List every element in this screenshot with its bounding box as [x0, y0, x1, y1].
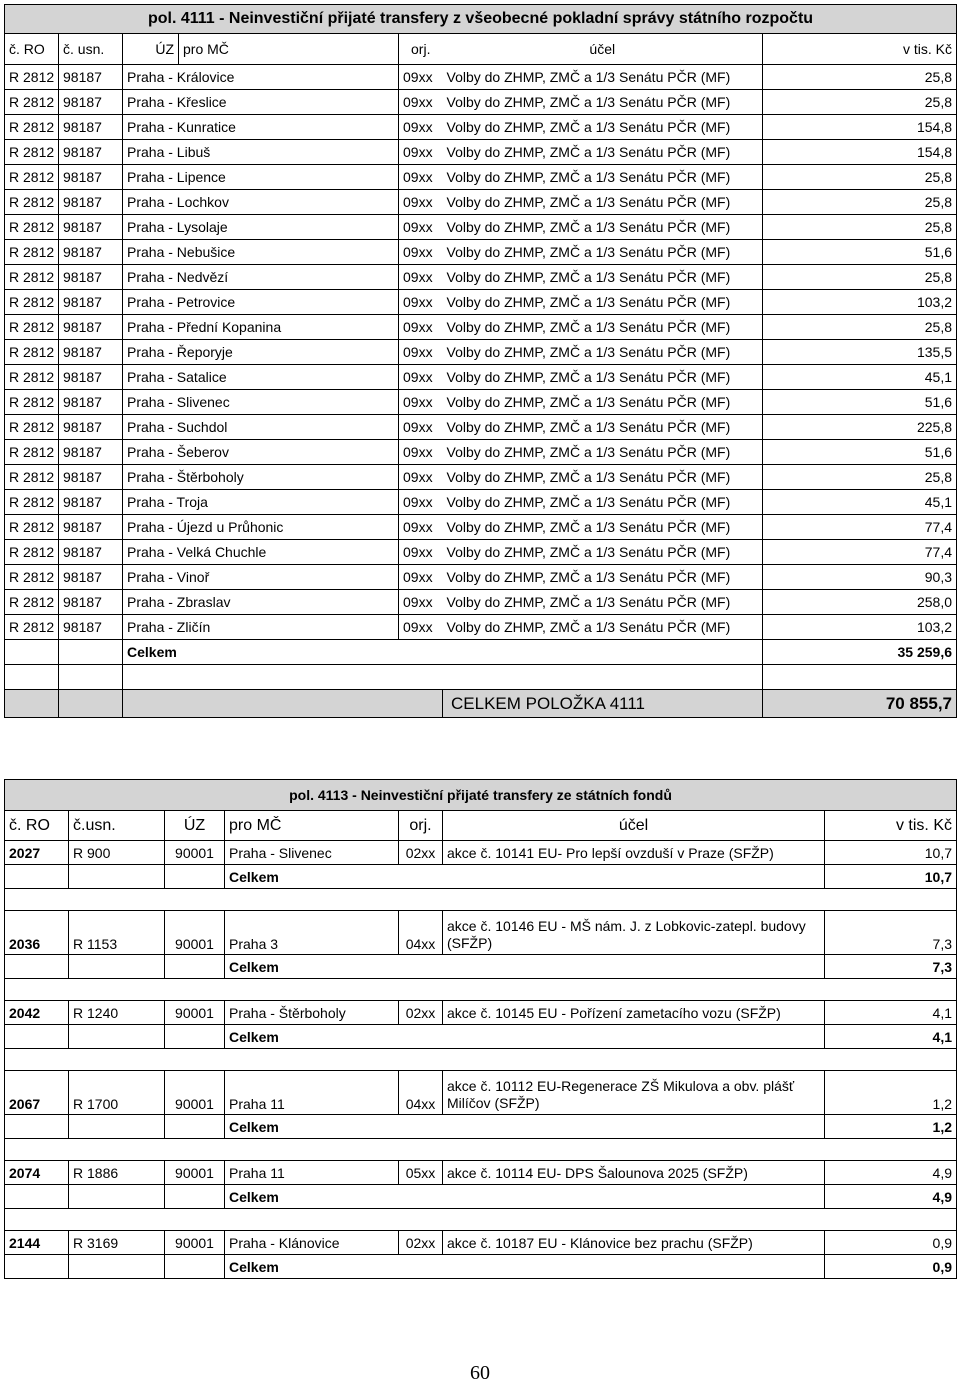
- subtotal-label: Celkem: [225, 955, 825, 979]
- cell-ro: R 2812: [5, 165, 59, 190]
- cell-empty: [165, 865, 225, 889]
- cell-empty: [5, 979, 957, 1001]
- cell-ucel: Volby do ZHMP, ZMČ a 1/3 Senátu PČR (MF): [443, 415, 763, 440]
- cell-ro: R 2812: [5, 490, 59, 515]
- cell-ro: 2144: [5, 1231, 69, 1255]
- cell-value: 135,5: [763, 340, 957, 365]
- cell-orj: 09xx: [399, 90, 443, 115]
- cell-ro: R 2812: [5, 290, 59, 315]
- cell-ucel: akce č. 10146 EU - MŠ nám. J. z Lobkovic-zatepl. budovy (SFŽP): [443, 911, 825, 955]
- cell-usn: 98187: [59, 240, 123, 265]
- cell-orj: 09xx: [399, 390, 443, 415]
- page-number: 60: [470, 1362, 490, 1384]
- cell-ucel: Volby do ZHMP, ZMČ a 1/3 Senátu PČR (MF): [443, 515, 763, 540]
- cell-ucel: Volby do ZHMP, ZMČ a 1/3 Senátu PČR (MF): [443, 615, 763, 640]
- cell-ro: R 2812: [5, 315, 59, 340]
- cell-usn: 98187: [59, 65, 123, 90]
- header-ucel: účel: [443, 811, 825, 841]
- header-orj: orj.: [399, 811, 443, 841]
- table-row: [5, 140, 957, 165]
- subtotal-value: 10,7: [825, 865, 957, 889]
- cell-ucel: Volby do ZHMP, ZMČ a 1/3 Senátu PČR (MF): [443, 165, 763, 190]
- cell-usn: 98187: [59, 190, 123, 215]
- table-row: [5, 490, 957, 515]
- cell-usn: 98187: [59, 165, 123, 190]
- cell-value: 25,8: [763, 90, 957, 115]
- cell-ro: R 2812: [5, 90, 59, 115]
- cell-value: 25,8: [763, 315, 957, 340]
- cell-mc: Praha 3: [225, 911, 399, 955]
- cell-empty: [165, 1115, 225, 1139]
- header-mc: pro MČ: [179, 34, 399, 65]
- subtotal-value: 4,9: [825, 1185, 957, 1209]
- cell-ro: R 2812: [5, 190, 59, 215]
- cell-orj: 09xx: [399, 590, 443, 615]
- subtotal-value: 35 259,6: [763, 640, 957, 665]
- header-value: v tis. Kč: [763, 34, 957, 65]
- cell-orj: 09xx: [399, 65, 443, 90]
- cell-empty: [69, 1025, 165, 1049]
- cell-mc: Praha - Suchdol: [123, 415, 399, 440]
- cell-value: 154,8: [763, 140, 957, 165]
- cell-empty: [763, 665, 957, 690]
- cell-ucel: Volby do ZHMP, ZMČ a 1/3 Senátu PČR (MF): [443, 115, 763, 140]
- cell-orj: 05xx: [399, 1161, 443, 1185]
- subtotal-row: [5, 640, 957, 665]
- cell-value: 103,2: [763, 290, 957, 315]
- table-row: [5, 115, 957, 140]
- cell-value: 1,2: [825, 1071, 957, 1115]
- cell-orj: 09xx: [399, 615, 443, 640]
- cell-orj: 09xx: [399, 240, 443, 265]
- cell-usn: R 1700: [69, 1071, 165, 1115]
- cell-ucel: Volby do ZHMP, ZMČ a 1/3 Senátu PČR (MF): [443, 540, 763, 565]
- cell-ucel: Volby do ZHMP, ZMČ a 1/3 Senátu PČR (MF): [443, 315, 763, 340]
- cell-ucel: Volby do ZHMP, ZMČ a 1/3 Senátu PČR (MF): [443, 265, 763, 290]
- cell-orj: 09xx: [399, 115, 443, 140]
- cell-empty: [5, 889, 957, 911]
- cell-ucel: Volby do ZHMP, ZMČ a 1/3 Senátu PČR (MF): [443, 140, 763, 165]
- subtotal-row: [5, 1185, 957, 1209]
- cell-value: 225,8: [763, 415, 957, 440]
- cell-ro: R 2812: [5, 140, 59, 165]
- cell-mc: Praha - Zbraslav: [123, 590, 399, 615]
- cell-value: 103,2: [763, 615, 957, 640]
- subtotal-row: [5, 865, 957, 889]
- table-header: [5, 34, 957, 65]
- cell-empty: [5, 665, 59, 690]
- cell-ro: R 2812: [5, 265, 59, 290]
- header-usn: č.usn.: [69, 811, 165, 841]
- cell-mc: Praha - Šeberov: [123, 440, 399, 465]
- table-header: [5, 811, 957, 841]
- cell-ucel: Volby do ZHMP, ZMČ a 1/3 Senátu PČR (MF): [443, 590, 763, 615]
- cell-usn: 98187: [59, 440, 123, 465]
- cell-orj: 09xx: [399, 190, 443, 215]
- cell-mc: Praha - Lysolaje: [123, 215, 399, 240]
- cell-ro: 2027: [5, 841, 69, 865]
- cell-ucel: Volby do ZHMP, ZMČ a 1/3 Senátu PČR (MF): [443, 390, 763, 415]
- subtotal-row: [5, 1255, 957, 1279]
- cell-ucel: akce č. 10145 EU - Pořízení zametacího vozu (SFŽP): [443, 1001, 825, 1025]
- cell-empty: [69, 1255, 165, 1279]
- cell-usn: 98187: [59, 540, 123, 565]
- cell-empty: [123, 665, 763, 690]
- cell-mc: Praha 11: [225, 1071, 399, 1115]
- cell-value: 45,1: [763, 490, 957, 515]
- cell-usn: R 1153: [69, 911, 165, 955]
- spacer-row: [5, 1049, 957, 1071]
- cell-value: 25,8: [763, 215, 957, 240]
- cell-mc: Praha - Zličín: [123, 615, 399, 640]
- spacer-row: [5, 1209, 957, 1231]
- cell-uz: 90001: [165, 841, 225, 865]
- cell-empty: [59, 690, 123, 718]
- table-row: [5, 841, 957, 865]
- cell-usn: R 3169: [69, 1231, 165, 1255]
- cell-usn: 98187: [59, 340, 123, 365]
- header-uz: ÚZ: [165, 811, 225, 841]
- cell-value: 258,0: [763, 590, 957, 615]
- cell-ucel: akce č. 10114 EU- DPS Šalounova 2025 (SFŽP): [443, 1161, 825, 1185]
- cell-empty: [5, 1139, 957, 1161]
- header-value: v tis. Kč: [825, 811, 957, 841]
- table-row: [5, 1071, 957, 1115]
- cell-mc: Praha - Vinoř: [123, 565, 399, 590]
- cell-orj: 04xx: [399, 1071, 443, 1115]
- cell-empty: [5, 1209, 957, 1231]
- cell-empty: [5, 690, 59, 718]
- cell-ro: 2067: [5, 1071, 69, 1115]
- cell-empty: [5, 955, 69, 979]
- cell-usn: 98187: [59, 415, 123, 440]
- cell-empty: [5, 865, 69, 889]
- cell-ro: R 2812: [5, 415, 59, 440]
- cell-uz: 90001: [165, 1231, 225, 1255]
- cell-ro: R 2812: [5, 240, 59, 265]
- cell-mc: Praha 11: [225, 1161, 399, 1185]
- cell-ucel: Volby do ZHMP, ZMČ a 1/3 Senátu PČR (MF): [443, 290, 763, 315]
- subtotal-row: [5, 955, 957, 979]
- table-row: [5, 190, 957, 215]
- cell-usn: 98187: [59, 465, 123, 490]
- cell-ucel: akce č. 10112 EU-Regenerace ZŠ Mikulova a obv. plášť Milíčov (SFŽP): [443, 1071, 825, 1115]
- cell-empty: [5, 1255, 69, 1279]
- cell-usn: 98187: [59, 265, 123, 290]
- subtotal-label: Celkem: [225, 1025, 825, 1049]
- cell-value: 25,8: [763, 65, 957, 90]
- cell-mc: Praha - Slivenec: [123, 390, 399, 415]
- cell-ucel: akce č. 10141 EU- Pro lepší ovzduší v Praze (SFŽP): [443, 841, 825, 865]
- cell-empty: [165, 1025, 225, 1049]
- cell-mc: Praha - Újezd u Průhonic: [123, 515, 399, 540]
- cell-empty: [165, 1255, 225, 1279]
- cell-uz: 90001: [165, 1161, 225, 1185]
- cell-empty: [69, 955, 165, 979]
- cell-orj: 09xx: [399, 140, 443, 165]
- cell-mc: Praha - Přední Kopanina: [123, 315, 399, 340]
- cell-usn: 98187: [59, 290, 123, 315]
- table-row: [5, 1001, 957, 1025]
- cell-uz: 90001: [165, 1071, 225, 1115]
- cell-usn: 98187: [59, 615, 123, 640]
- cell-ucel: Volby do ZHMP, ZMČ a 1/3 Senátu PČR (MF): [443, 565, 763, 590]
- cell-orj: 02xx: [399, 1231, 443, 1255]
- cell-orj: 09xx: [399, 340, 443, 365]
- subtotal-label: Celkem: [225, 865, 825, 889]
- subtotal-value: 4,1: [825, 1025, 957, 1049]
- cell-mc: Praha - Štěrboholy: [123, 465, 399, 490]
- cell-empty: [69, 1115, 165, 1139]
- table-row: [5, 90, 957, 115]
- cell-usn: 98187: [59, 365, 123, 390]
- table-row: [5, 515, 957, 540]
- cell-orj: 09xx: [399, 565, 443, 590]
- cell-ro: R 2812: [5, 465, 59, 490]
- spacer-row: [5, 1139, 957, 1161]
- header-ro: č. RO: [5, 811, 69, 841]
- header-orj: orj.: [399, 34, 443, 65]
- cell-empty: [69, 865, 165, 889]
- cell-ucel: Volby do ZHMP, ZMČ a 1/3 Senátu PČR (MF): [443, 340, 763, 365]
- table-row: [5, 215, 957, 240]
- cell-value: 90,3: [763, 565, 957, 590]
- cell-ucel: Volby do ZHMP, ZMČ a 1/3 Senátu PČR (MF): [443, 465, 763, 490]
- subtotal-label: Celkem: [225, 1255, 825, 1279]
- cell-ro: R 2812: [5, 215, 59, 240]
- cell-ucel: Volby do ZHMP, ZMČ a 1/3 Senátu PČR (MF): [443, 365, 763, 390]
- cell-uz: 90001: [165, 911, 225, 955]
- cell-empty: [5, 1185, 69, 1209]
- cell-ro: R 2812: [5, 565, 59, 590]
- cell-value: 25,8: [763, 465, 957, 490]
- cell-empty: [59, 665, 123, 690]
- cell-orj: 09xx: [399, 415, 443, 440]
- cell-mc: Praha - Kunratice: [123, 115, 399, 140]
- cell-mc: Praha - Satalice: [123, 365, 399, 390]
- cell-value: 51,6: [763, 240, 957, 265]
- table-pol-4113: [4, 779, 957, 1279]
- table-row: [5, 540, 957, 565]
- cell-empty: [69, 1185, 165, 1209]
- table-row: [5, 265, 957, 290]
- table-row: [5, 315, 957, 340]
- table-row: [5, 1231, 957, 1255]
- cell-value: 25,8: [763, 265, 957, 290]
- cell-empty: [5, 1049, 957, 1071]
- subtotal-row: [5, 1025, 957, 1049]
- cell-value: 10,7: [825, 841, 957, 865]
- cell-empty: [5, 1115, 69, 1139]
- cell-value: 0,9: [825, 1231, 957, 1255]
- cell-orj: 09xx: [399, 265, 443, 290]
- cell-value: 51,6: [763, 440, 957, 465]
- header-ro: č. RO: [5, 34, 59, 65]
- cell-ro: 2074: [5, 1161, 69, 1185]
- table-row: [5, 365, 957, 390]
- table-row: [5, 340, 957, 365]
- cell-orj: 09xx: [399, 490, 443, 515]
- cell-ro: R 2812: [5, 365, 59, 390]
- cell-mc: Praha - Královice: [123, 65, 399, 90]
- grand-total-value: 70 855,7: [763, 690, 957, 718]
- cell-ucel: Volby do ZHMP, ZMČ a 1/3 Senátu PČR (MF): [443, 190, 763, 215]
- cell-value: 4,9: [825, 1161, 957, 1185]
- cell-orj: 09xx: [399, 315, 443, 340]
- subtotal-value: 7,3: [825, 955, 957, 979]
- cell-mc: Praha - Klánovice: [225, 1231, 399, 1255]
- cell-orj: 09xx: [399, 290, 443, 315]
- cell-empty: [165, 1185, 225, 1209]
- cell-empty: [5, 640, 59, 665]
- cell-usn: 98187: [59, 490, 123, 515]
- table-row: [5, 440, 957, 465]
- cell-ucel: Volby do ZHMP, ZMČ a 1/3 Senátu PČR (MF): [443, 240, 763, 265]
- subtotal-label: Celkem: [225, 1115, 825, 1139]
- cell-ucel: Volby do ZHMP, ZMČ a 1/3 Senátu PČR (MF): [443, 215, 763, 240]
- cell-ro: 2036: [5, 911, 69, 955]
- cell-orj: 09xx: [399, 465, 443, 490]
- table-row: [5, 615, 957, 640]
- spacer-row: [5, 889, 957, 911]
- cell-usn: 98187: [59, 565, 123, 590]
- cell-orj: 04xx: [399, 911, 443, 955]
- cell-orj: 09xx: [399, 440, 443, 465]
- subtotal-label: Celkem: [123, 640, 763, 665]
- cell-orj: 09xx: [399, 215, 443, 240]
- cell-orj: 09xx: [399, 515, 443, 540]
- subtotal-label: Celkem: [225, 1185, 825, 1209]
- table-row: [5, 565, 957, 590]
- cell-usn: 98187: [59, 140, 123, 165]
- cell-mc: Praha - Lochkov: [123, 190, 399, 215]
- cell-ucel: akce č. 10187 EU - Klánovice bez prachu (SFŽP): [443, 1231, 825, 1255]
- table-row: [5, 390, 957, 415]
- cell-usn: 98187: [59, 515, 123, 540]
- table-row: [5, 415, 957, 440]
- cell-ro: R 2812: [5, 590, 59, 615]
- cell-mc: Praha - Nedvězí: [123, 265, 399, 290]
- cell-usn: 98187: [59, 115, 123, 140]
- cell-usn: R 1240: [69, 1001, 165, 1025]
- section2-title: pol. 4113 - Neinvestiční přijaté transfery ze státních fondů: [5, 780, 957, 811]
- cell-empty: [123, 690, 443, 718]
- cell-orj: 02xx: [399, 841, 443, 865]
- cell-value: 154,8: [763, 115, 957, 140]
- cell-value: 51,6: [763, 390, 957, 415]
- cell-ro: R 2812: [5, 540, 59, 565]
- cell-ucel: Volby do ZHMP, ZMČ a 1/3 Senátu PČR (MF): [443, 440, 763, 465]
- cell-usn: 98187: [59, 315, 123, 340]
- table-row: [5, 240, 957, 265]
- cell-value: 25,8: [763, 190, 957, 215]
- cell-usn: 98187: [59, 215, 123, 240]
- subtotal-value: 0,9: [825, 1255, 957, 1279]
- cell-mc: Praha - Velká Chuchle: [123, 540, 399, 565]
- cell-ucel: Volby do ZHMP, ZMČ a 1/3 Senátu PČR (MF): [443, 90, 763, 115]
- header-uz: ÚZ: [123, 34, 179, 65]
- cell-usn: 98187: [59, 390, 123, 415]
- cell-value: 4,1: [825, 1001, 957, 1025]
- table-row: [5, 65, 957, 90]
- header-usn: č. usn.: [59, 34, 123, 65]
- cell-ucel: Volby do ZHMP, ZMČ a 1/3 Senátu PČR (MF): [443, 65, 763, 90]
- cell-mc: Praha - Petrovice: [123, 290, 399, 315]
- cell-empty: [5, 1025, 69, 1049]
- cell-ro: R 2812: [5, 390, 59, 415]
- spacer-row: [5, 979, 957, 1001]
- header-ucel: účel: [443, 34, 763, 65]
- grand-total-row: [5, 690, 957, 718]
- cell-ucel: Volby do ZHMP, ZMČ a 1/3 Senátu PČR (MF): [443, 490, 763, 515]
- cell-value: 77,4: [763, 515, 957, 540]
- table-row: [5, 1161, 957, 1185]
- cell-ro: R 2812: [5, 440, 59, 465]
- table-row: [5, 290, 957, 315]
- cell-mc: Praha - Troja: [123, 490, 399, 515]
- table-row: [5, 590, 957, 615]
- table-row: [5, 465, 957, 490]
- cell-usn: 98187: [59, 590, 123, 615]
- cell-orj: 02xx: [399, 1001, 443, 1025]
- cell-value: 77,4: [763, 540, 957, 565]
- cell-orj: 09xx: [399, 365, 443, 390]
- cell-mc: Praha - Libuš: [123, 140, 399, 165]
- subtotal-row: [5, 1115, 957, 1139]
- cell-mc: Praha - Křeslice: [123, 90, 399, 115]
- cell-usn: 98187: [59, 90, 123, 115]
- cell-empty: [165, 955, 225, 979]
- cell-mc: Praha - Štěrboholy: [225, 1001, 399, 1025]
- cell-value: 25,8: [763, 165, 957, 190]
- cell-mc: Praha - Nebušice: [123, 240, 399, 265]
- header-mc: pro MČ: [225, 811, 399, 841]
- cell-ro: R 2812: [5, 515, 59, 540]
- subtotal-value: 1,2: [825, 1115, 957, 1139]
- cell-ro: R 2812: [5, 115, 59, 140]
- table-row: [5, 165, 957, 190]
- spacer-row: [5, 665, 957, 690]
- cell-uz: 90001: [165, 1001, 225, 1025]
- cell-mc: Praha - Řeporyje: [123, 340, 399, 365]
- cell-ro: 2042: [5, 1001, 69, 1025]
- cell-usn: R 900: [69, 841, 165, 865]
- cell-usn: R 1886: [69, 1161, 165, 1185]
- cell-mc: Praha - Slivenec: [225, 841, 399, 865]
- cell-value: 7,3: [825, 911, 957, 955]
- section1-title: pol. 4111 - Neinvestiční přijaté transfery z všeobecné pokladní správy státního rozpočtu: [5, 5, 957, 34]
- table-pol-4111: [4, 4, 957, 718]
- cell-mc: Praha - Lipence: [123, 165, 399, 190]
- cell-ro: R 2812: [5, 65, 59, 90]
- grand-total-label: CELKEM POLOŽKA 4111: [443, 690, 763, 718]
- cell-empty: [59, 640, 123, 665]
- cell-ro: R 2812: [5, 615, 59, 640]
- table-row: [5, 911, 957, 955]
- cell-value: 45,1: [763, 365, 957, 390]
- cell-orj: 09xx: [399, 165, 443, 190]
- cell-ro: R 2812: [5, 340, 59, 365]
- cell-orj: 09xx: [399, 540, 443, 565]
